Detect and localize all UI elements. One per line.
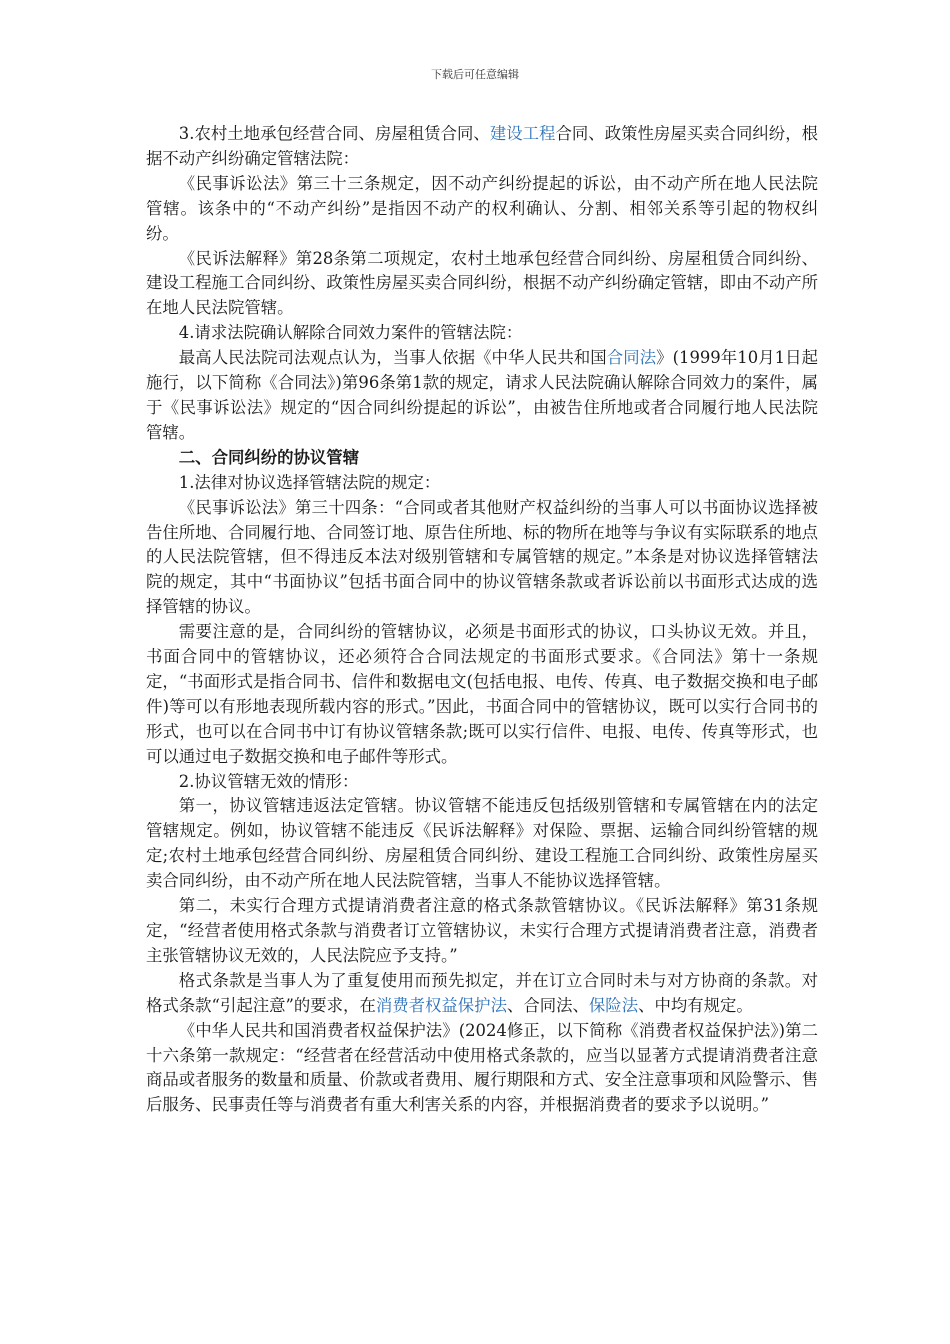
text-segment: 需要注意的是，合同纠纷的管辖协议，必须是书面形式的协议，口头协议无效。并且，书面合同中的管辖协议，还必须符合合同法规定的书面形式要求。《合同法》第十一条规定，“书面形式是指合同书、信件和数据电文(包括电报、电传、传真、电子数据交换和电子邮件)等可以有形地表现所载内容的形式。”因此，书面合同中的管辖协议，既可以实行合同书的形式，也可以在合同书中订有协议管辖条款;既可以实行信件、电报、电传、传真等形式，也可以通过电子数据交换和电子邮件等形式。 [146,622,818,766]
text-segment: 《中华人民共和国消费者权益保护法》(2024修正，以下简称《消费者权益保护法》)第二十六条第一款规定：“经营者在经营活动中使用格式条款的，应当以显著方式提请消费者注意商品或者服务的数量和质量、价款或者费用、履行期限和方式、安全注意事项和风险警示、售后服务、民事责任等与消费者有重大利害关系的内容，并根据消费者的要求予以说明。” [146,1020,819,1115]
paragraph [146,346,818,446]
section-heading [146,446,818,471]
text-segment: 、合同法、 [506,995,589,1015]
text-segment: 二、合同纠纷的协议管辖 [178,447,360,467]
text-segment: 3.农村土地承包经营合同、房屋租赁合同、 [178,124,490,143]
legal-term-link[interactable]: 消费者权益保护法 [375,995,507,1015]
document-body [146,122,818,1118]
page-header: 下载后可任意编辑 [431,68,519,81]
text-segment: 合同、政策性房屋买卖合同纠纷，根据不动产纠纷确定管辖法院： [146,124,819,168]
paragraph [146,1019,818,1119]
text-segment: 《民事诉讼法》第三十三条规定，因不动产纠纷提起的诉讼，由不动产所在地人民法院管辖。该条中的“不动产纠纷”是指因不动产的权利确认、分割、相邻关系等引起的物权纠纷。 [146,173,818,243]
paragraph [146,969,818,1019]
text-segment: 、中均有规定。 [638,995,753,1015]
paragraph [146,172,818,247]
text-segment: 2.协议管辖无效的情形： [178,771,359,791]
text-segment: 》(1999年10月1日起施行，以下简称《合同法》)第96条第1款的规定，请求人民法院确认解除合同效力的案件，属于《民事诉讼法》规定的“因合同纠纷提起的诉讼”，由被告住所地或者合同履行地人民法院管辖。 [146,348,819,442]
paragraph [146,794,818,894]
paragraph [146,770,818,795]
text-segment: 《民诉法解释》第28条第二项规定，农村土地承包经营合同纠纷、房屋租赁合同纠纷、建设工程施工合同纠纷、政策性房屋买卖合同纠纷，根据不动产纠纷确定管辖，即由不动产所在地人民法院管辖。 [146,248,819,318]
paragraph [146,894,818,969]
paragraph [146,620,818,769]
text-segment: 第一，协议管辖违返法定管辖。协议管辖不能违反包括级别管辖和专属管辖在内的法定管辖规定。例如，协议管辖不能违反《民诉法解释》对保险、票据、运输合同纠纷管辖的规定;农村土地承包经营合同纠纷、房屋租赁合同纠纷、建设工程施工合同纠纷、政策性房屋买卖合同纠纷，由不动产所在地人民法院管辖，当事人不能协议选择管辖。 [146,796,818,891]
text-segment: 《民事诉讼法》第三十四条：“合同或者其他财产权益纠纷的当事人可以书面协议选择被告住所地、合同履行地、合同签订地、原告住所地、标的物所在地等与争议有实际联系的地点的人民法院管辖，但不得违反本法对级别管辖和专属管辖的规定。”本条是对协议选择管辖法院的规定，其中“书面协议”包括书面合同中的协议管辖条款或者诉讼前以书面形式达成的选择管辖的协议。 [146,497,819,617]
legal-term-link[interactable]: 保险法 [588,995,639,1015]
text-segment: 1.法律对协议选择管辖法院的规定： [178,472,441,492]
text-segment: 最高人民法院司法观点认为，当事人依据《中华人民共和国 [178,348,607,368]
text-segment: 格式条款是当事人为了重复使用而预先拟定，并在订立合同时未与对方协商的条款。对格式条款“引起注意”的要求，在 [146,970,818,1015]
text-segment: 4.请求法院确认解除合同效力案件的管辖法院： [178,323,523,343]
paragraph [146,122,818,172]
paragraph [146,496,818,621]
legal-term-link[interactable]: 合同法 [606,348,657,368]
paragraph [146,321,818,346]
paragraph [146,247,818,322]
text-segment: 第二，未实行合理方式提请消费者注意的格式条款管辖协议。《民诉法解释》第31条规定，“经营者使用格式条款与消费者订立管辖协议，未实行合理方式提请消费者注意，消费者主张管辖协议无效的，人民法院应予支持。” [146,896,818,965]
paragraph [146,471,818,496]
legal-term-link[interactable]: 建设工程 [489,124,556,143]
